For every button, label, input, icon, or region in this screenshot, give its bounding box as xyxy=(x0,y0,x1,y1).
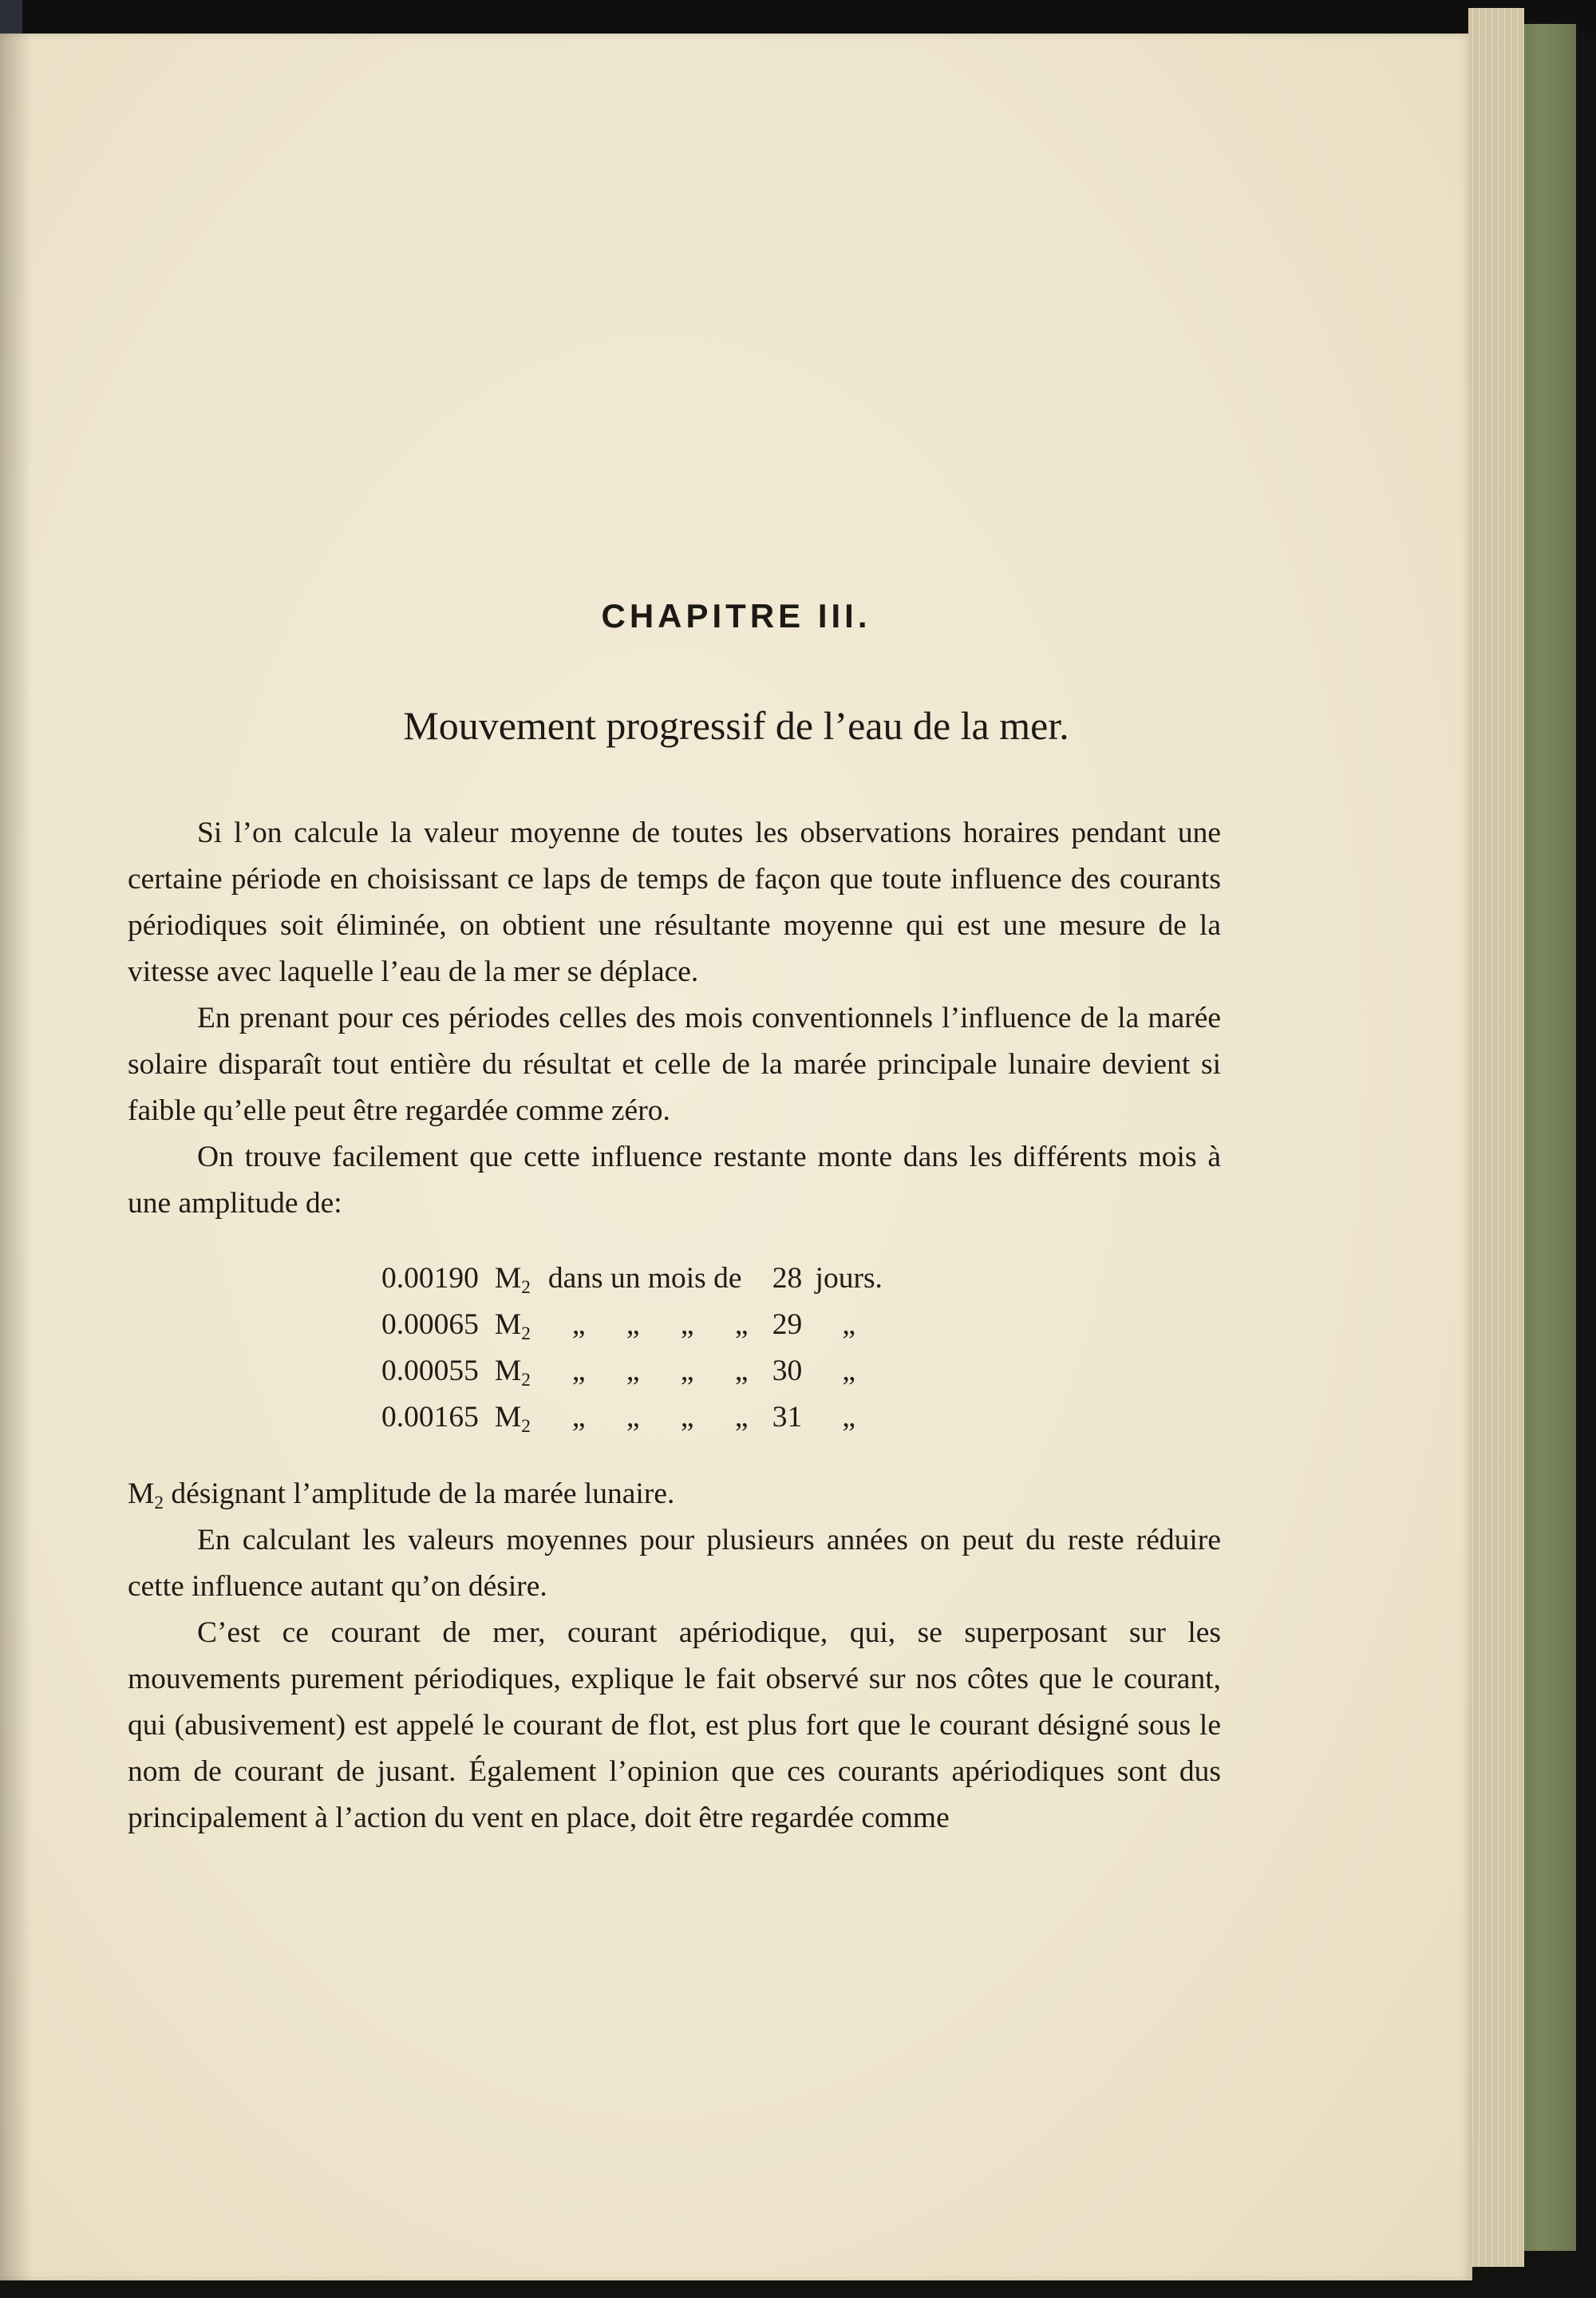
symbol-subscript: 2 xyxy=(521,1323,531,1344)
row-text: „ „ „ „ xyxy=(571,1401,749,1434)
row-text: „ „ „ „ xyxy=(571,1308,749,1341)
amplitude-value: 0.00055 xyxy=(381,1355,479,1387)
row-text: „ „ „ „ xyxy=(571,1355,749,1387)
symbol-subscript: 2 xyxy=(521,1276,531,1298)
symbol-subscript: 2 xyxy=(154,1492,164,1513)
table-row xyxy=(381,1256,883,1302)
amplitude-symbol xyxy=(495,1394,548,1441)
paragraph-5: C’est ce courant de mer, courant apériodique, qui, se superposant sur les mouvements purement périodiques, explique le fait observé sur nos côtes que le courant, qui (abusivement) est appelé le courant de flot, est plus fort que le courant désigné sous le nom de courant de jusant. Également l’opinion que ces courants apériodiques sont dus principalement à l’action du vent en place, doit être regardée comme xyxy=(128,1616,1221,1834)
days-count: 28 xyxy=(772,1262,803,1295)
amplitude-value: 0.00165 xyxy=(381,1401,479,1434)
days-unit: „ xyxy=(842,1401,856,1434)
symbol-m: M xyxy=(494,1401,522,1434)
amplitude-symbol xyxy=(495,1256,548,1302)
amplitude-value: 0.00065 xyxy=(381,1308,479,1341)
table-row xyxy=(381,1348,883,1394)
symbol-m: M xyxy=(128,1477,155,1510)
days-count: 29 xyxy=(772,1308,803,1341)
amplitude-symbol xyxy=(495,1302,548,1348)
symbol-m: M xyxy=(494,1355,522,1387)
amplitude-table xyxy=(381,1256,883,1441)
paragraph-3: On trouve facilement que cette influence restante monte dans les différents mois à une amplitude de: xyxy=(128,1141,1221,1220)
body-text xyxy=(128,810,1221,1841)
days-count: 31 xyxy=(772,1401,803,1434)
book-cover-edge xyxy=(1520,24,1576,2251)
page-stack-edges xyxy=(1468,8,1524,2267)
days-unit: „ xyxy=(842,1308,856,1341)
paragraph-2: En prenant pour ces périodes celles des mois conventionnels l’influence de la marée solaire disparaît tout entière du résultat et celle de la marée principale lunaire devient si faible qu’elle peut être regardée comme zéro. xyxy=(128,1002,1221,1127)
amplitude-symbol xyxy=(495,1348,548,1394)
after-table-text: désignant l’amplitude de la marée lunaire. xyxy=(163,1477,675,1510)
paragraph-1: Si l’on calcule la valeur moyenne de toutes les observations horaires pendant une certaine période en choisissant ce laps de temps de façon que toute influence des courants périodiques soit éliminée, on obtient une résultante moyenne qui est une mesure de la vitesse avec laquelle l’eau de la mer se déplace. xyxy=(128,817,1221,988)
after-table-line xyxy=(128,1471,1221,1517)
paragraph-4: En calculant les valeurs moyennes pour plusieurs années on peut du reste réduire cette influence autant qu’on désire. xyxy=(128,1524,1221,1603)
symbol-subscript: 2 xyxy=(521,1369,531,1390)
symbol-m: M xyxy=(494,1308,522,1341)
symbol-subscript: 2 xyxy=(521,1415,531,1437)
scan-top-border xyxy=(0,0,1596,34)
days-unit: jours. xyxy=(815,1262,883,1295)
chapter-title: Mouvement progressif de l’eau de la mer. xyxy=(403,703,1069,748)
chapter-number: CHAPITRE III. xyxy=(601,597,871,635)
page-gutter-shadow xyxy=(0,34,32,2280)
table-row xyxy=(381,1302,883,1348)
symbol-m: M xyxy=(494,1262,522,1295)
days-count: 30 xyxy=(772,1355,803,1387)
table-row xyxy=(381,1394,883,1441)
row-text: dans un mois de xyxy=(547,1262,742,1295)
days-unit: „ xyxy=(842,1355,856,1387)
amplitude-value: 0.00190 xyxy=(381,1262,479,1295)
